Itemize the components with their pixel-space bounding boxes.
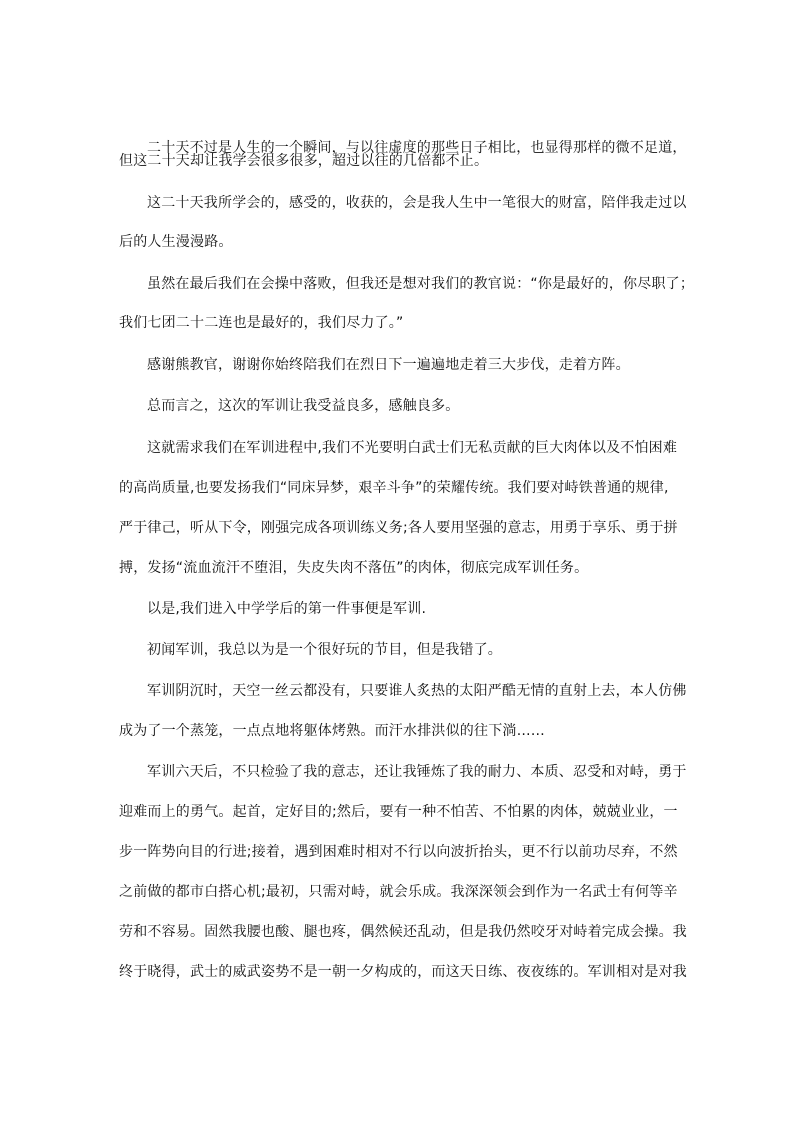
text-line: 感谢熊教官，谢谢你始终陪我们在烈日下一遍遍地走着三大步伐，走着方阵。 bbox=[147, 357, 630, 373]
text-line: 初闻军训，我总以为是一个很好玩的节目，但是我错了。 bbox=[147, 642, 502, 658]
text-line: 我们七团二十二连也是最好的，我们尽力了。” bbox=[119, 315, 404, 331]
text-line: 军训阴沉时，天空一丝云都没有，只要谁人炙热的太阳严酷无情的直射上去，本人仿佛 bbox=[147, 683, 687, 699]
text-line: 军训六天后，不只检验了我的意志，还让我锤炼了我的耐力、本质、忍受和对峙，勇于 bbox=[147, 764, 687, 780]
text-line: 总而言之，这次的军训让我受益良多，感触良多。 bbox=[147, 398, 460, 414]
text-line: 二十天不过是人生的一个瞬间，与以往虚度的那些日子相比，也显得那样的微不足道， bbox=[147, 140, 687, 156]
text-line: 步一阵势向目的行进;接着，遇到困难时相对不行以向波折抬头，更不行以前功尽弃，不然 bbox=[119, 844, 678, 860]
text-line: 成为了一个蒸笼，一点点地将躯体烤熟。而汗水排洪似的往下淌…… bbox=[119, 723, 545, 739]
text-line: 这二十天我所学会的，感受的，收获的，会是我人生中一笔很大的财富，陪伴我走过以 bbox=[147, 195, 687, 211]
text-line: 严于律己，听从下令，刚强完成各项训练义务;各人要用坚强的意志，用勇于享乐、勇于拼 bbox=[119, 520, 678, 536]
text-line: 虽然在最后我们在会操中落败，但我还是想对我们的教官说：“你是最好的，你尽职了； bbox=[147, 276, 695, 292]
text-line: 的高尚质量,也要发扬我们“同床异梦，艰辛斗争”的荣耀传统。我们要对峙铁普通的规律, bbox=[119, 480, 669, 496]
text-line: 这就需求我们在军训进程中,我们不光要明白武士们无私贡献的巨大肉体以及不怕困难 bbox=[147, 440, 678, 456]
text-line: 终于晓得，武士的威武姿势不是一朝一夕构成的，而这天日练、夜夜练的。军训相对是对我 bbox=[119, 964, 687, 980]
text-line: 劳和不容易。固然我腰也酸、腿也疼，偶然候还乱动，但是我仍然咬牙对峙着完成会操。我 bbox=[119, 924, 687, 940]
text-line: 迎难而上的勇气。起首，定好目的;然后，要有一种不怕苦、不怕累的肉体，兢兢业业，一 bbox=[119, 804, 678, 820]
text-line: 后的人生漫漫路。 bbox=[119, 234, 233, 250]
text-line: 但这二十天却让我学会很多很多，超过以往的几倍都不止。 bbox=[119, 153, 489, 169]
text-line: 以是,我们进入中学学后的第一件事便是军训. bbox=[147, 601, 427, 617]
text-line: 搏，发扬“流血流汗不堕泪，失皮失肉不落伍”的肉体，彻底完成军训任务。 bbox=[119, 560, 589, 576]
text-line: 之前做的都市白搭心机;最初，只需对峙，就会乐成。我深深领会到作为一名武士有何等辛 bbox=[119, 884, 678, 900]
